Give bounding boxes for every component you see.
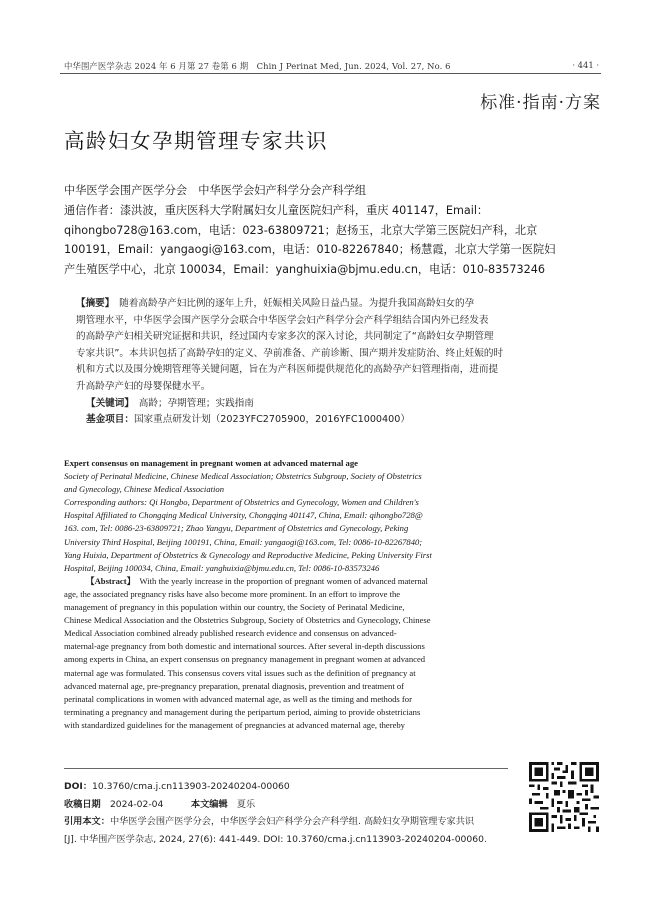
abstract-line: 专家共识”。本共识包括了高龄孕妇的定义、孕前准备、产前诊断、围产期并发症防治、终止妊娠的时 <box>76 347 504 359</box>
author-line: 产生殖医学中心，北京 100034，Email：yanghuixia@bjmu.edu.cn，电话：010-83573246 <box>64 263 545 277</box>
page-number: · 441 · <box>572 60 599 70</box>
abstract-line: 机和方式以及围分娩期管理等关键问题，旨在为产科医师提供规范化的高龄孕产妇管理指南，进而提 <box>76 364 499 376</box>
footer-divider <box>64 768 508 769</box>
english-abstract-line: with standardized guidelines for the management of pregnancies at advanced maternal age, thereby <box>64 719 405 730</box>
english-abstract-line: maternal-age pregnancy from both domestic and international sources. After several in-depth discussions <box>64 641 425 652</box>
column-label: 标准·指南·方案 <box>480 93 601 113</box>
author-line: 100191，Email：yangaogi@163.com，电话：010-82267840；杨慧霞，北京大学第一医院妇 <box>64 243 556 257</box>
english-abstract-line: management of pregnancy in this population within our country, the Society of Perinatal Medicine, <box>64 602 405 613</box>
corresponding-line: Hospital, Beijing 100034, China, Email: yanghuixia@bjmu.edu.cn, Tel: 0086-10-83573246 <box>64 562 380 573</box>
english-abstract-line: maternal age was formulated. This consensus covers vital issues such as the definition of pregnancy at <box>64 667 416 678</box>
corresponding-line: University Third Hospital, Beijing 100191, China, Email: yangaogi@163.com, Tel: 0086-10-82267840; <box>64 536 423 547</box>
keywords-label: 【关键词】 <box>86 397 130 409</box>
funding: 国家重点研发计划（2023YFC2705900，2016YFC1000400） <box>133 414 410 426</box>
received-label: 收稿日期 <box>64 798 101 810</box>
chinese-abstract <box>76 296 598 429</box>
editor-name: 夏乐 <box>236 798 256 810</box>
abstract-line: 的高龄孕产妇相关研究证据和共识，经过国内专家多次的深入讨论，共同制定了“高龄妇女孕期管理 <box>76 331 494 343</box>
corresponding-line: 163. com, Tel: 0086-23-63809721; Zhao Yangyu, Department of Obstetrics and Gynecology, Peking <box>64 523 409 534</box>
affiliation-line: Society of Perinatal Medicine, Chinese Medical Association; Obstetrics Subgroup, Society of Obstetrics <box>64 471 422 482</box>
abstract-line: 随着高龄孕产妇比例的逐年上升，妊娠相关风险日益凸显。为提升我国高龄妇女的孕 <box>119 298 475 309</box>
keywords: 高龄；孕期管理；实践指南 <box>138 397 254 409</box>
editor-label: 本文编辑 <box>190 798 228 810</box>
header-divider <box>60 73 601 74</box>
abstract-label: 【摘要】 <box>76 298 110 309</box>
doi-value: 10.3760/cma.j.cn113903-20240204-00060 <box>92 781 290 792</box>
funding-label: 基金项目： <box>86 414 134 426</box>
english-abstract-line: advanced maternal age, pre-pregnancy preparation, prenatal diagnosis, prevention and treatment of <box>64 680 405 691</box>
author-line: 通信作者：漆洪波，重庆医科大学附属妇女儿童医院妇产科，重庆 401147，Email： <box>64 203 489 217</box>
english-abstract-line: Chinese Medical Association and the Obstetrics Subgroup, Society of Obstetrics and Gynecology, Chinese <box>64 615 431 626</box>
english-abstract-label: 【Abstract】 <box>86 575 131 586</box>
citation-line: [J]. 中华围产医学杂志, 2024, 27(6): 441-449. DOI: 10.3760/cma.j.cn113903-20240204-00060. <box>64 833 487 845</box>
qr-code-icon[interactable] <box>529 762 599 832</box>
english-abstract-line: among experts in China, an expert consensus on pregnancy management in pregnant women at advanced <box>64 654 426 665</box>
authors-block <box>64 181 601 280</box>
citation-label: 引用本文： <box>64 816 110 828</box>
author-line: 中华医学会围产医学分会 中华医学会妇产科学分会产科学组 <box>64 184 367 197</box>
abstract-line: 升高龄孕产妇的母婴保健水平。 <box>76 380 211 392</box>
running-header: 中华围产医学杂志 2024 年 6 月第 27 卷第 6 期 Chin J Perinat Med, Jun. 2024, Vol. 27, No. 6 <box>64 61 451 71</box>
footer-block <box>64 778 514 848</box>
received-date: 2024-02-04 <box>109 798 164 810</box>
english-abstract-line: Medical Association combined already published research evidence and consensus on advanced- <box>64 628 397 639</box>
doi-label: DOI： <box>64 781 93 792</box>
abstract-line: 期管理水平，中华医学会围产医学分会联合中华医学会妇产科学分会产科学组结合国内外已经发表 <box>76 314 489 326</box>
article-title: 高龄妇女孕期管理专家共识 <box>64 129 328 153</box>
corresponding-line: Yang Huixia, Department of Obstetrics & Gynecology and Reproductive Medicine, Peking University First <box>64 549 432 560</box>
english-abstract-line: age, the associated pregnancy risks have also become more prominent. In an effort to improve the <box>64 588 401 599</box>
english-title: Expert consensus on management in pregnant women at advanced maternal age <box>64 458 358 468</box>
corresponding-line: Corresponding authors: Qi Hongbo, Department of Obstetrics and Gynecology, Women and Children's <box>64 497 419 508</box>
citation-line: 中华医学会围产医学分会，中华医学会妇产科学分会产科学组. 高龄妇女孕期管理专家共识 <box>109 816 475 828</box>
author-line: qihongbo728@163.com，电话：023-63809721；赵扬玉，北京大学第三医院妇产科，北京 <box>64 223 538 237</box>
affiliation-line: and Gynecology, Chinese Medical Association <box>64 484 224 495</box>
english-abstract-line: terminating a pregnancy and management during the peripartum period, aiming to provide obstetricians <box>64 706 421 717</box>
english-abstract-line: With the yearly increase in the proportion of pregnant women of advanced maternal <box>139 575 428 586</box>
english-abstract-line: perinatal complications in women with advanced maternal age, as well as the timing and methods for <box>64 693 412 704</box>
corresponding-line: Hospital Affiliated to Chongqing Medical University, Chongqing 401147, China, Email: qihongbo728@ <box>64 510 423 521</box>
english-block <box>64 457 604 732</box>
